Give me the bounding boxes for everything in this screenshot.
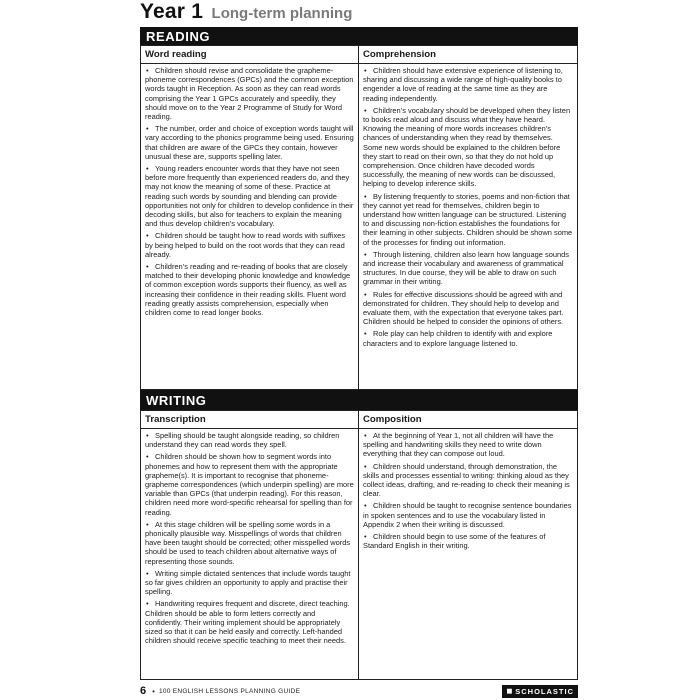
transcription-heading: Transcription — [141, 411, 358, 429]
bullet-item — [363, 290, 573, 327]
bullet-text: Role play can help children to identify with and explore characters and to explore language listened to. — [363, 329, 553, 348]
bullet-item — [145, 66, 354, 121]
bullet-icon: • — [364, 249, 367, 259]
bullet-item — [145, 124, 354, 161]
title-subtitle: Long-term planning — [211, 5, 353, 22]
bullet-icon: • — [146, 599, 149, 609]
bullet-icon: • — [146, 431, 149, 440]
bullet-text: Through listening, children also learn how language sounds and increase their vocabulary and awareness of grammatical structures. In due course, they will be able to draw on such grammar in their writing. — [363, 249, 569, 287]
word-reading-heading: Word reading — [141, 46, 358, 64]
bullet-icon: • — [364, 532, 367, 542]
bullet-text: Children should be shown how to segment words into phonemes and how to represent them with the appropriate grapheme(s). It is important to recognise that phoneme-grapheme correspondences (which underpin spelling) are more variable than GPCs (that underpin reading). For this reason, children need more word-specific rehearsal for spelling than for reading. — [145, 452, 354, 517]
page-number: 6 — [140, 685, 147, 697]
bullet-icon: • — [146, 519, 149, 529]
bullet-item — [363, 66, 573, 103]
bullet-text: Spelling should be taught alongside reading, so children understand they can read words they spell. — [145, 431, 340, 450]
composition-heading: Composition — [359, 411, 577, 429]
transcription-column — [141, 411, 359, 679]
bullet-item — [363, 501, 573, 529]
bullet-icon: • — [146, 452, 149, 462]
bullet-icon: • — [146, 66, 149, 75]
word-reading-column — [141, 46, 359, 389]
bullet-text: At this stage children will be spelling some words in a phonically plausible way. Misspellings of words that children have been taught should be corrected; other misspelled words should be used to teach children about alternative ways of representing those sounds. — [145, 519, 351, 566]
publisher-logo — [502, 685, 578, 698]
reading-table — [140, 45, 578, 390]
bullet-icon: • — [146, 231, 149, 241]
writing-table — [140, 410, 578, 680]
composition-list — [359, 429, 577, 550]
bullet-text: Rules for effective discussions should be agreed with and demonstrated for children. They should help to develop and evaluate them, with the expectation that everyone takes part. Children should be helped to consider the opinions of others. — [363, 289, 564, 327]
bullet-item — [145, 520, 354, 566]
bullet-text: Children should revise and consolidate the grapheme-phoneme correspondences (GPCs) and the common exception words taught in Reception. As soon as they can read words comprising the Year 1 GPCs accurately and speedily, they should move on to the Year 2 Programme of Study for Word reading. — [145, 66, 354, 122]
bullet-item — [363, 431, 573, 459]
comprehension-list — [359, 64, 577, 348]
page-footer — [140, 684, 578, 698]
bullet-item — [363, 106, 573, 189]
bullet-item — [145, 452, 354, 516]
bullet-icon: • — [364, 289, 367, 299]
bullet-icon: • — [364, 66, 367, 75]
footer-separator: • — [152, 686, 155, 696]
logo-text: SCHOLASTIC — [515, 686, 574, 696]
bullet-item — [145, 599, 354, 645]
bullet-icon: • — [364, 105, 367, 115]
bullet-item — [363, 250, 573, 287]
bullet-item — [145, 569, 354, 597]
book-title: 100 ENGLISH LESSONS PLANNING GUIDE — [158, 687, 301, 695]
comprehension-column — [359, 46, 577, 389]
bullet-icon: • — [364, 501, 367, 511]
bullet-icon: • — [364, 191, 367, 201]
comprehension-heading: Comprehension — [359, 46, 577, 64]
bullet-text: At the beginning of Year 1, not all children will have the spelling and handwriting skills they need to write down everything that they can compose out loud. — [363, 431, 554, 459]
bullet-text: By listening frequently to stories, poems and non-fiction that they cannot yet read for themselves, children begin to understand how written language can be structured. Listening to and discussing non-fiction establishes the foundations for their learning in other subjects. Children should be shown some of the processes for finding out information. — [363, 191, 573, 247]
bullet-text: Writing simple dictated sentences that include words taught so far gives children an opportunity to apply and practise their spelling. — [145, 568, 351, 597]
bullet-item — [363, 532, 573, 550]
bullet-item — [145, 231, 354, 259]
bullet-icon: • — [146, 568, 149, 578]
bullet-item — [145, 164, 354, 228]
bullet-text: Children should understand, through demonstration, the skills and processes essential to writing: thinking aloud as they collect ideas, drafting, and re-reading to check their meaning is clear. — [363, 461, 570, 499]
bullet-icon: • — [146, 262, 149, 272]
bullet-text: Children should be taught how to read words with suffixes by being helped to build on the root words that they can read already. — [145, 231, 346, 259]
reading-section-header: READING — [140, 27, 578, 45]
title-year: Year 1 — [140, 0, 204, 23]
bullet-item — [363, 462, 573, 499]
bullet-icon: • — [146, 164, 149, 174]
bullet-text: Children should have extensive experience of listening to, sharing and discussing a wide range of high-quality books to engender a love of reading at the same time as they are reading independently. — [363, 66, 563, 103]
composition-column — [359, 411, 577, 679]
bullet-text: Children’s vocabulary should be developed when they listen to books read aloud and discuss what they have heard. Knowing the meaning of more words increases children’s chances of understanding when they read by themselves. Some new words should be explained to the children before they start to read on their own, so that they do not hold up comprehension. Once children have decoded words successfully, the meaning of new words can be discussed, helping to develop inference skills. — [363, 105, 571, 189]
bullet-item — [363, 192, 573, 247]
bullet-item — [145, 431, 354, 449]
page-title — [140, 0, 352, 24]
writing-section-header: WRITING — [140, 390, 578, 410]
bullet-item — [145, 262, 354, 317]
bullet-icon: • — [364, 431, 367, 440]
word-reading-list — [141, 64, 358, 317]
bullet-item — [363, 329, 573, 347]
transcription-list — [141, 429, 358, 645]
bullet-icon: • — [364, 329, 367, 339]
logo-mark-icon: ◼ — [506, 688, 514, 695]
bullet-text: Children should be taught to recognise sentence boundaries in spoken sentences and to use the vocabulary listed in Appendix 2 when their writing is discussed. — [363, 501, 572, 529]
bullet-text: Children should begin to use some of the features of Standard English in their writing. — [363, 532, 546, 551]
bullet-text: Young readers encounter words that they have not seen before more frequently than experienced readers do, and they may not know the meaning of some of these. Practice at reading such words by sounding and blending can provide opportunities not only for children to develop confidence in their decoding skills, but also for teachers to explain the meaning and thus develop children’s vocabulary. — [145, 164, 354, 229]
bullet-text: Handwriting requires frequent and discrete, direct teaching. Children should be able to form letters correctly and confidently. Their writing implement should be appropriately sized so that it can be held easily and correctly. Left-handed children should receive specific teaching to meet their needs. — [145, 599, 350, 646]
bullet-text: The number, order and choice of exception words taught will vary according to the phonics programme being used. Ensuring that children are aware of the GPCs they contain, however unusual these are, supports spelling later. — [145, 124, 354, 161]
bullet-text: Children’s reading and re-reading of books that are closely matched to their developing phonic knowledge and knowledge of common exception words supports their fluency, as well as increasing their confidence in their reading skills. Fluent word reading greatly assists comprehension, especially when children come to read longer books. — [145, 262, 351, 318]
bullet-icon: • — [364, 461, 367, 471]
bullet-icon: • — [146, 124, 149, 134]
